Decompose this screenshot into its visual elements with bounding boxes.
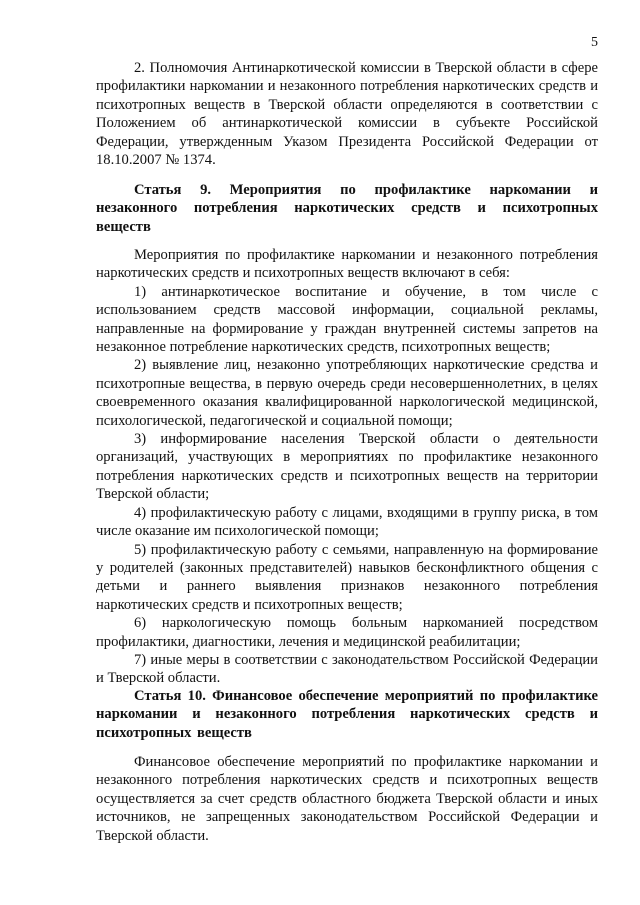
paragraph-2-block: [96, 59, 598, 169]
paragraph-2: 2. Полномочия Антинаркотической комиссии в Тверской области в сфере профилактики наркомании и незаконного потребления наркотических средств и психотропных веществ в Тверской области определяются в соответствии с Положением об антинаркотической комиссии в субъекте Российской Федерации, утвержденным Указом Президента Российской Федерации от 18.10.2007 № 1374.: [96, 60, 598, 169]
article-9-item: 4) профилактическую работу с лицами, входящими в группу риска, в том числе оказание им психологической помощи;: [96, 504, 598, 540]
article-9-item: 6) наркологическую помощь больным наркоманией посредством профилактики, диагностики, лечения и медицинской реабилитации;: [96, 615, 598, 650]
article-10-body: Финансовое обеспечение мероприятий по профилактике наркомании и незаконного потребления наркотических средств и психотропных веществ осуществляется за счет средств областного бюджета Тверской области и иных источников, не запрещенных законодательством Российской Федерации и Тверской области.: [96, 754, 598, 844]
article-9-item: 1) антинаркотическое воспитание и обучение, в том числе с использованием средств массовой информации, социальной рекламы, направленные на формирование у граждан внутренней системы запретов на незаконное потребление наркотических средств, психотропных веществ;: [96, 283, 598, 356]
article-9-heading: Статья 9. Мероприятия по профилактике наркомании и незаконного потребления наркотических средств и психотропных веществ: [96, 182, 598, 235]
article-9-item: 5) профилактическую работу с семьями, направленную на формирование у родителей (законных представителей) навыков бесконфликтного общения с детьми и раннего выявления признаков незаконного потребления наркотических средств и психотропных веществ;: [96, 541, 598, 613]
page-number: 5: [591, 35, 598, 50]
article-9-body: [96, 246, 598, 688]
article-10-body-block: [96, 753, 598, 845]
article-9-item: 2) выявление лиц, незаконно употребляющих наркотические средства и психотропные вещества, в первую очередь среди несовершеннолетних, в целях своевременного оказания квалифицированной наркологической медицинской, психологической, педагогической и социальной помощи;: [96, 357, 598, 429]
article-10-heading: Статья 10. Финансовое обеспечение мероприятий по профилактике наркомании и незаконного потребления наркотических средств и психотропных веществ: [96, 688, 598, 741]
article-9-item: 7) иные меры в соответствии с законодательством Российской Федерации и Тверской области.: [96, 651, 598, 687]
article-9-intro: Мероприятия по профилактике наркомании и незаконного потребления наркотических средств и психотропных веществ включают в себя:: [96, 247, 598, 282]
article-9-item: 3) информирование населения Тверской области о деятельности организаций, участвующих в мероприятиях по профилактике незаконного потребления наркотических средств и психотропных веществ на территории Тверской области;: [96, 431, 598, 503]
